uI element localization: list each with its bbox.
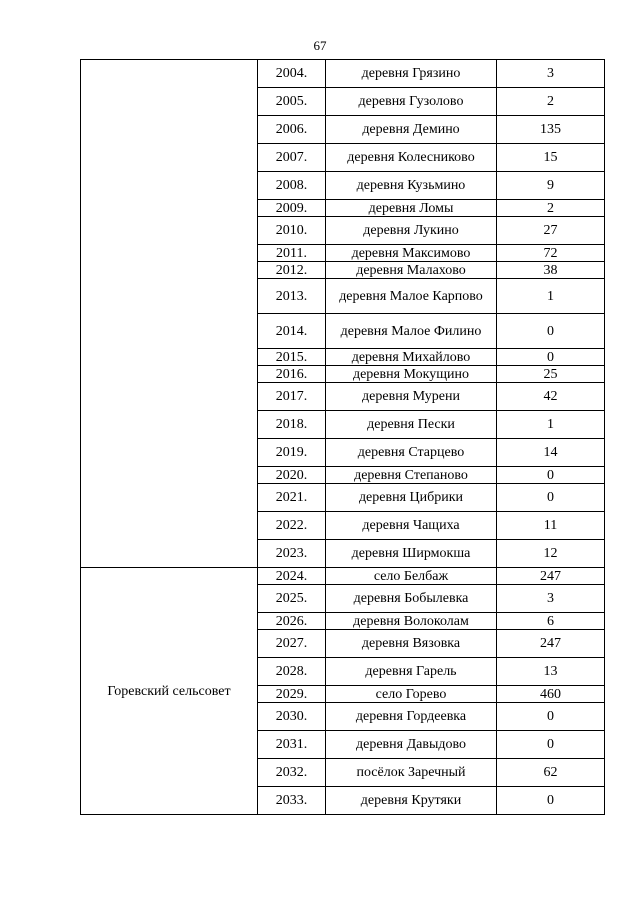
- row-number-cell: 2010.: [258, 217, 326, 245]
- settlement-name-cell: деревня Малахово: [326, 262, 497, 279]
- row-number-cell: 2018.: [258, 411, 326, 439]
- population-cell: 460: [497, 686, 605, 703]
- population-cell: 1: [497, 411, 605, 439]
- population-cell: 0: [497, 731, 605, 759]
- population-cell: 0: [497, 349, 605, 366]
- population-cell: 2: [497, 88, 605, 116]
- population-cell: 135: [497, 116, 605, 144]
- population-cell: 27: [497, 217, 605, 245]
- row-number-cell: 2025.: [258, 585, 326, 613]
- settlement-name-cell: деревня Михайлово: [326, 349, 497, 366]
- settlement-name-cell: деревня Ширмокша: [326, 540, 497, 568]
- settlement-name-cell: деревня Лукино: [326, 217, 497, 245]
- settlement-name-cell: деревня Чащиха: [326, 512, 497, 540]
- row-number-cell: 2030.: [258, 703, 326, 731]
- population-cell: 0: [497, 314, 605, 349]
- council-cell: Горевский сельсовет: [81, 568, 258, 815]
- row-number-cell: 2021.: [258, 484, 326, 512]
- row-number-cell: 2029.: [258, 686, 326, 703]
- population-cell: 0: [497, 787, 605, 815]
- population-cell: 12: [497, 540, 605, 568]
- population-cell: 247: [497, 568, 605, 585]
- row-number-cell: 2012.: [258, 262, 326, 279]
- settlement-name-cell: деревня Максимово: [326, 245, 497, 262]
- row-number-cell: 2009.: [258, 200, 326, 217]
- population-cell: 42: [497, 383, 605, 411]
- row-number-cell: 2013.: [258, 279, 326, 314]
- row-number-cell: 2023.: [258, 540, 326, 568]
- settlement-name-cell: деревня Старцево: [326, 439, 497, 467]
- population-cell: 0: [497, 467, 605, 484]
- row-number-cell: 2016.: [258, 366, 326, 383]
- population-cell: 3: [497, 60, 605, 88]
- settlement-name-cell: деревня Колесниково: [326, 144, 497, 172]
- row-number-cell: 2027.: [258, 630, 326, 658]
- table-row: [81, 60, 605, 88]
- population-cell: 2: [497, 200, 605, 217]
- population-cell: 14: [497, 439, 605, 467]
- settlement-name-cell: деревня Пески: [326, 411, 497, 439]
- row-number-cell: 2008.: [258, 172, 326, 200]
- settlement-name-cell: деревня Степаново: [326, 467, 497, 484]
- settlement-name-cell: посёлок Заречный: [326, 759, 497, 787]
- population-cell: 0: [497, 703, 605, 731]
- settlement-name-cell: деревня Мурени: [326, 383, 497, 411]
- settlement-name-cell: деревня Бобылевка: [326, 585, 497, 613]
- settlement-name-cell: деревня Давыдово: [326, 731, 497, 759]
- row-number-cell: 2024.: [258, 568, 326, 585]
- row-number-cell: 2007.: [258, 144, 326, 172]
- row-number-cell: 2017.: [258, 383, 326, 411]
- row-number-cell: 2006.: [258, 116, 326, 144]
- settlement-name-cell: деревня Волоколам: [326, 613, 497, 630]
- population-cell: 25: [497, 366, 605, 383]
- settlement-name-cell: село Горево: [326, 686, 497, 703]
- settlement-name-cell: деревня Гордеевка: [326, 703, 497, 731]
- population-cell: 13: [497, 658, 605, 686]
- population-cell: 3: [497, 585, 605, 613]
- population-cell: 1: [497, 279, 605, 314]
- settlement-name-cell: деревня Гузолово: [326, 88, 497, 116]
- population-cell: 0: [497, 484, 605, 512]
- settlement-name-cell: деревня Кузьмино: [326, 172, 497, 200]
- population-cell: 11: [497, 512, 605, 540]
- row-number-cell: 2011.: [258, 245, 326, 262]
- settlement-name-cell: село Белбаж: [326, 568, 497, 585]
- row-number-cell: 2028.: [258, 658, 326, 686]
- settlements-table: [80, 59, 605, 815]
- settlement-name-cell: деревня Вязовка: [326, 630, 497, 658]
- row-number-cell: 2032.: [258, 759, 326, 787]
- settlement-name-cell: деревня Малое Карпово: [326, 279, 497, 314]
- population-cell: 6: [497, 613, 605, 630]
- settlement-name-cell: деревня Мокущино: [326, 366, 497, 383]
- population-cell: 38: [497, 262, 605, 279]
- population-cell: 72: [497, 245, 605, 262]
- table-body: [81, 60, 605, 815]
- row-number-cell: 2020.: [258, 467, 326, 484]
- settlement-name-cell: деревня Грязино: [326, 60, 497, 88]
- row-number-cell: 2019.: [258, 439, 326, 467]
- population-cell: 15: [497, 144, 605, 172]
- settlement-name-cell: деревня Цибрики: [326, 484, 497, 512]
- council-cell: [81, 60, 258, 568]
- population-cell: 62: [497, 759, 605, 787]
- row-number-cell: 2015.: [258, 349, 326, 366]
- settlement-name-cell: деревня Малое Филино: [326, 314, 497, 349]
- population-cell: 9: [497, 172, 605, 200]
- row-number-cell: 2014.: [258, 314, 326, 349]
- row-number-cell: 2005.: [258, 88, 326, 116]
- settlement-name-cell: деревня Гарель: [326, 658, 497, 686]
- row-number-cell: 2033.: [258, 787, 326, 815]
- population-cell: 247: [497, 630, 605, 658]
- row-number-cell: 2022.: [258, 512, 326, 540]
- settlement-name-cell: деревня Крутяки: [326, 787, 497, 815]
- page-number: 67: [313, 38, 327, 53]
- row-number-cell: 2031.: [258, 731, 326, 759]
- row-number-cell: 2026.: [258, 613, 326, 630]
- row-number-cell: 2004.: [258, 60, 326, 88]
- settlement-name-cell: деревня Ломы: [326, 200, 497, 217]
- settlement-name-cell: деревня Демино: [326, 116, 497, 144]
- table-row: [81, 568, 605, 585]
